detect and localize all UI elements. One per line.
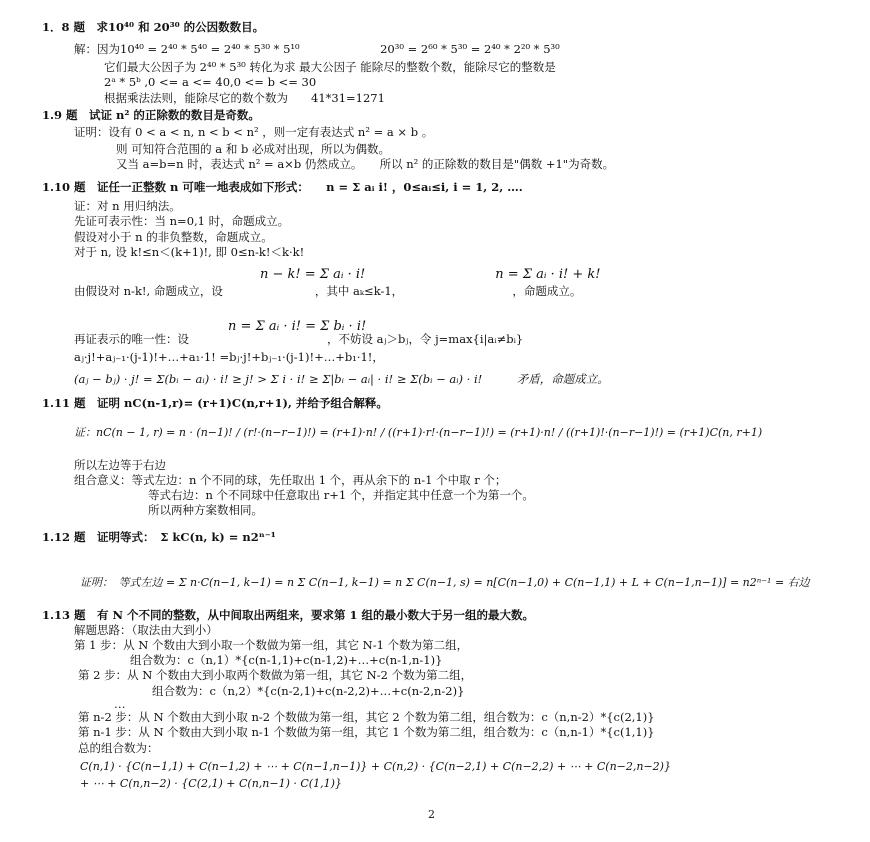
formula: (aⱼ − bⱼ) · j! = Σ(bᵢ − aᵢ) · i! ≥ j! > Σ i · i! ≥ Σ|bᵢ − aᵢ| · i! ≥ Σ(bᵢ − aᵢ) · i! 矛盾，命题成立。 [74,372,609,386]
proof-line: 则 可知符合范围的 a 和 b 必成对出现，所以为偶数。 [116,142,390,156]
solution-line: 根据乘法法则，能除尽它的数个数为 41*31=1271 [104,91,385,105]
proof-line: 再证表示的唯一性：设 ，不妨设 aⱼ＞bⱼ，令 j=max{i|aᵢ≠bᵢ} [74,332,524,346]
solution-line: 第 2 步：从 N 个数由大到小取两个数做为第一组，其它 N-2 个数为第二组， [78,668,473,682]
solution-line: 组合数为：c（n,1）*{c(n-1,1)+c(n-1,2)+…+c(n-1,n-1)} [130,653,443,667]
proof-line: 证：对 n 用归纳法。 [74,199,181,213]
proof-line: 所以两种方案数相同。 [148,503,263,517]
solution-line: 第 1 步：从 N 个数由大到小取一个数做为第一组，其它 N-1 个数为第二组， [74,638,469,652]
solution-line: 解：因为10⁴⁰ = 2⁴⁰ * 5⁴⁰ = 2⁴⁰ * 5³⁰ * 5¹⁰ 20³⁰ = 2⁶⁰ * 5³⁰ = 2⁴⁰ * 2²⁰ * 5³⁰ [74,42,560,56]
problem-1-12-title: 1.12 题 证明等式： Σ kC(n, k) = n2ⁿ⁻¹ [42,530,276,544]
problem-1-10-title: 1.10 题 证任一正整数 n 可唯一地表成如下形式： n = Σ aᵢ i! ，0≤aᵢ≤i, i = 1, 2, …. [42,180,523,194]
proof-line: 所以左边等于右边 [74,458,166,472]
proof-line: 假设对小于 n 的非负整数，命题成立。 [74,230,273,244]
proof-line: 先证可表示性：当 n=0,1 时，命题成立。 [74,214,290,228]
formula: n = Σ aᵢ · i! = Σ bᵢ · i! [228,319,367,334]
formula: 证明： 等式左边 = Σ n·C(n−1, k−1) = n Σ C(n−1, k−1) = n Σ C(n−1, s) = n[C(n−1,0) + C(n−1,1) + L + C(n−1,n−1)] = n2ⁿ⁻¹ = 右边 [80,576,810,589]
proof-line: aⱼ·j!+aⱼ₋₁·(j-1)!+…+a₁·1! =bⱼ·j!+bⱼ₋₁·(j-1)!+…+b₁·1!， [74,350,384,364]
solution-line: 第 n-1 步：从 N 个数由大到小取 n-1 个数做为第一组，其它 1 个数为第二组，组合数为：c（n,n-1）*{c(1,1)} [78,725,655,739]
proof-line: 组合意义：等式左边：n 个不同的球，先任取出 1 个，再从余下的 n-1 个中取 r 个； [74,473,507,487]
proof-line: 证明：设有 0 < a < n, n < b < n² ，则一定有表达式 n² = a × b 。 [74,125,434,139]
solution-line: 第 n-2 步：从 N 个数由大到小取 n-2 个数做为第一组，其它 2 个数为第二组，组合数为：c（n,n-2）*{c(2,1)} [78,710,655,724]
solution-line: 解题思路：（取法由大到小） [74,623,218,637]
problem-1-11-title: 1.11 题 证明 nC(n-1,r)= (r+1)C(n,r+1), 并给予组合解释。 [42,396,388,410]
problem-1-9-title: 1.9 题 试证 n² 的正除数的数目是奇数。 [42,108,260,122]
proof-line: 等式右边：n 个不同球中任意取出 r+1 个，并指定其中任意一个为第一个。 [148,488,534,502]
formula: n − k! = Σ aᵢ · i! n = Σ aᵢ · i! + k! [260,267,601,282]
formula: + ⋯ + C(n,n−2) · {C(2,1) + C(n,n−1) · C(1,1)} [80,777,342,790]
solution-line: 它们最大公因子为 2⁴⁰ * 5³⁰ 转化为求 最大公因子 能除尽的整数个数，能除尽它的整数是 [104,60,556,74]
ellipsis: … [114,697,126,711]
problem-1-8-title: 1．8 题 求10⁴⁰ 和 20³⁰ 的公因数数目。 [42,20,265,34]
page-number: 2 [428,808,435,821]
solution-line: 组合数为：c（n,2）*{c(n-2,1)+c(n-2,2)+…+c(n-2,n-2)} [152,684,465,698]
proof-line: 又当 a=b=n 时，表达式 n² = a×b 仍然成立。 所以 n² 的正除数的数目是"偶数 +1"为奇数。 [116,157,615,171]
proof-line: 对于 n, 设 k!≤n＜(k+1)!, 即 0≤n-k!＜k·k! [74,245,305,259]
proof-line: 由假设对 n-k!, 命题成立，设 ，其中 aₖ≤k-1， ，命题成立。 [74,284,582,298]
formula: 证：nC(n − 1, r) = n · (n−1)! / (r!·(n−r−1)!) = (r+1)·n! / ((r+1)·r!·(n−r−1)!) = (r+1)·n! / ((r+1)!·(n−r−1)!) = (r+1)C(n, r+1) [74,426,763,439]
solution-line: 总的组合数为： [78,741,159,755]
solution-line: 2ᵃ * 5ᵇ ,0 <= a <= 40,0 <= b <= 30 [104,75,317,89]
formula: C(n,1) · {C(n−1,1) + C(n−1,2) + ⋯ + C(n−1,n−1)} + C(n,2) · {C(n−2,1) + C(n−2,2) + ⋯ + C(n−2,n−2)} [80,760,671,773]
problem-1-13-title: 1.13 题 有 N 个不同的整数，从中间取出两组来，要求第 1 组的最小数大于另一组的最大数。 [42,608,535,622]
